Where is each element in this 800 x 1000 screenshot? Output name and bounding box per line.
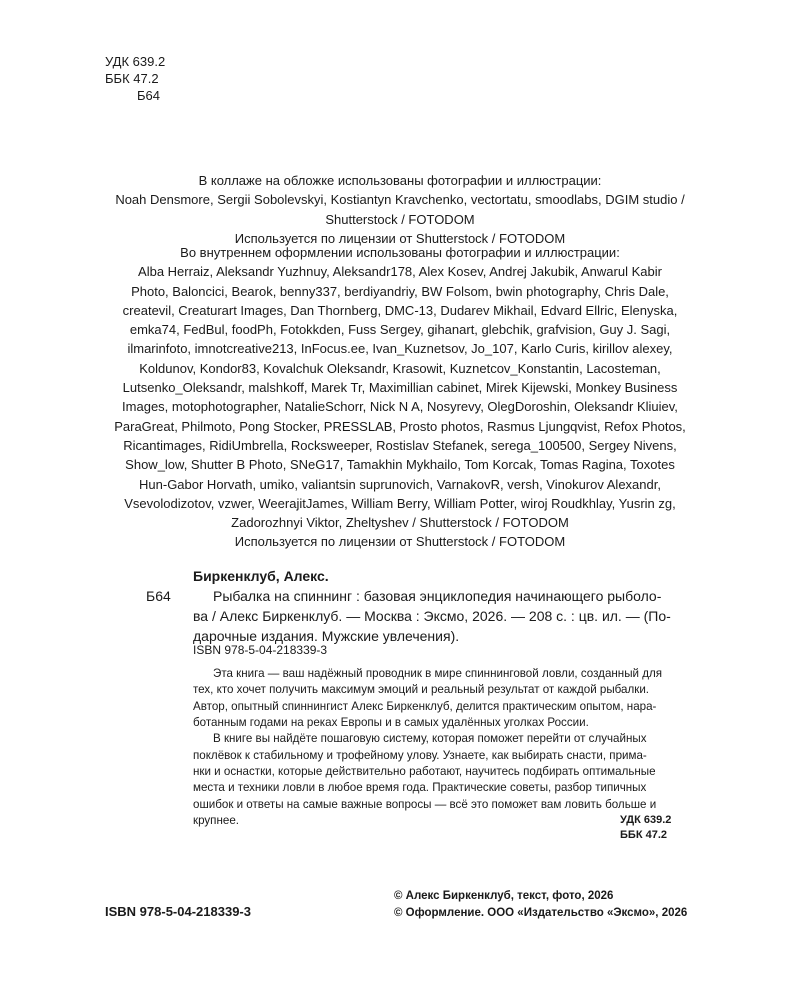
catalog-line: ва / Алекс Биркенклуб. — Москва : Эксмо, 2026. — 208 с. : цв. ил. — (По- [193,608,671,625]
classification-right [620,813,690,843]
annotation-line: места и техники ловли в любое время года. Практические советы, разбор типичных [193,781,647,795]
interior-credits-line: createvil, Creaturart Images, Dan Thornberg, DMC-13, Dudarev Mikhail, Edvard Ellric, Elenyska, [122,302,678,318]
catalog-line: Рыбалка на спиннинг : базовая энциклопедия начинающего рыболо- [213,588,662,604]
annotation-line: тех, кто хочет получить максимум эмоций и реальный результат от каждой рыбалки. [193,683,650,697]
interior-credits-line: Zadorozhnyi Viktor, Zheltyshev / Shutterstock / FOTODOM [231,515,569,531]
interior-credits-line: ilmarinfoto, imnotcreative213, InFocus.ee, Ivan_Kuznetsov, Jo_107, Karlo Curis, kirillov alexey, [127,341,673,357]
cover-credits [100,171,700,248]
interior-credits-line: Images, motophotographer, NatalieSchorr, Nick N A, Nosyrevy, OlegDoroshin, Oleksandr Kliuiev, [122,399,678,415]
classification-block [105,53,165,104]
interior-credits-line: Koldunov, Kondor83, Kovalchuk Oleksandr, Krasowit, Kuznetcov_Konstantin, Lacosteman, [139,360,661,376]
annotation-line: крупнее. [193,814,239,828]
interior-credits-line: Используется по лицензии от Shutterstock / FOTODOM [234,534,566,550]
cover-credits-line: Используется по лицензии от Shutterstock / FOTODOM [234,230,566,246]
author-mark: Б64 [137,88,160,103]
interior-credits-line: Alba Herraiz, Aleksandr Yuzhnuy, Aleksandr178, Alex Kosev, Andrej Jakubik, Anwarul Kabir [138,264,662,280]
interior-credits-line: Во внутреннем оформлении использованы фотографии и иллюстрации: [180,245,620,260]
interior-credits-line: Lutsenko_Oleksandr, malshkoff, Marek Tr, Maximillian cabinet, Mirek Kijewski, Monkey Business [122,380,678,396]
udk-code: УДК 639.2 [105,54,166,69]
catalog-description [193,586,690,647]
bbk-code-right: ББК 47.2 [620,829,667,841]
annotation-line: нки и оснастки, которые действительно работают, научитесь подбирать оптимальные [193,765,656,779]
annotation-line: поклёвок к стабильному и трофейному улову. Узнаете, как выбирать снасти, прима- [193,748,647,762]
annotation [193,666,690,829]
catalog-author-mark: Б64 [146,588,171,604]
interior-credits-line: Show_low, Shutter B Photo, SNeG17, Tamakhin Mykhailo, Tom Korcak, Tomas Ragina, Toxotes [125,457,675,473]
annotation-line: ошибок и ответы на самые важные вопросы — всё это поможет вам ловить больше и [193,797,657,811]
catalog-isbn: ISBN 978-5-04-218339-3 [193,643,328,657]
copyright-design: © Оформление. ООО «Издательство «Эксмо», 2026 [394,907,688,919]
copyright-block [394,888,687,922]
interior-credits-line: Vsevolodizotov, vzwer, WeerajitJames, William Berry, William Potter, wiroj Roudkhlay, Yusrin zg, [124,495,676,511]
cover-credits-line: Noah Densmore, Sergii Sobolevskyi, Kostiantyn Kravchenko, vectortatu, smoodlabs, DGIM studio / [115,192,685,208]
annotation-line: Автор, опытный спиннингист Алекс Биркенклуб, делится практическим опытом, нара- [193,699,657,713]
interior-credits-line: Photo, Baloncici, Bearok, benny337, berdiyandriy, BW Folsom, bwin photography, Chris Dale, [131,283,669,299]
catalog-author: Биркенклуб, Алекс. [193,568,329,584]
interior-credits-line: Hun-Gabor Horvath, umiko, valiantsin suprunovich, VarnakovR, versh, Vinokurov Alexandr, [139,476,661,492]
interior-credits-line: Ricantimages, RidiUmbrella, Rocksweeper, Rostislav Stefanek, serega_100500, Sergey Nivens, [123,437,677,453]
cover-credits-line: Shutterstock / FOTODOM [325,211,475,227]
annotation-line: ботанным годами на реках Европы и в самых удалённых уголках России. [193,716,589,730]
copyright-text: © Алекс Биркенклуб, текст, фото, 2026 [394,890,614,902]
bbk-code: ББК 47.2 [105,71,159,86]
annotation-line: В книге вы найдёте пошаговую систему, которая поможет перейти от случайных [213,732,647,746]
interior-credits-line: ParaGreat, Philmoto, Pong Stocker, PRESSLAB, Prosto photos, Rasmus Ljungqvist, Refox Photos, [114,418,686,434]
catalog-line: дарочные издания. Мужские увлечения). [193,628,460,645]
udk-code-right: УДК 639.2 [620,814,672,826]
cover-credits-line: В коллаже на обложке использованы фотографии и иллюстрации: [198,173,602,188]
interior-credits [100,243,700,552]
isbn-bottom: ISBN 978-5-04-218339-3 [105,904,251,919]
interior-credits-line: emka74, FedBul, foodPh, Fotokkden, Fuss Sergey, gihanart, glebchik, grafvision, Guy J. Sagi, [129,322,671,338]
annotation-line: Эта книга — ваш надёжный проводник в мире спиннинговой ловли, созданный для [213,667,663,680]
